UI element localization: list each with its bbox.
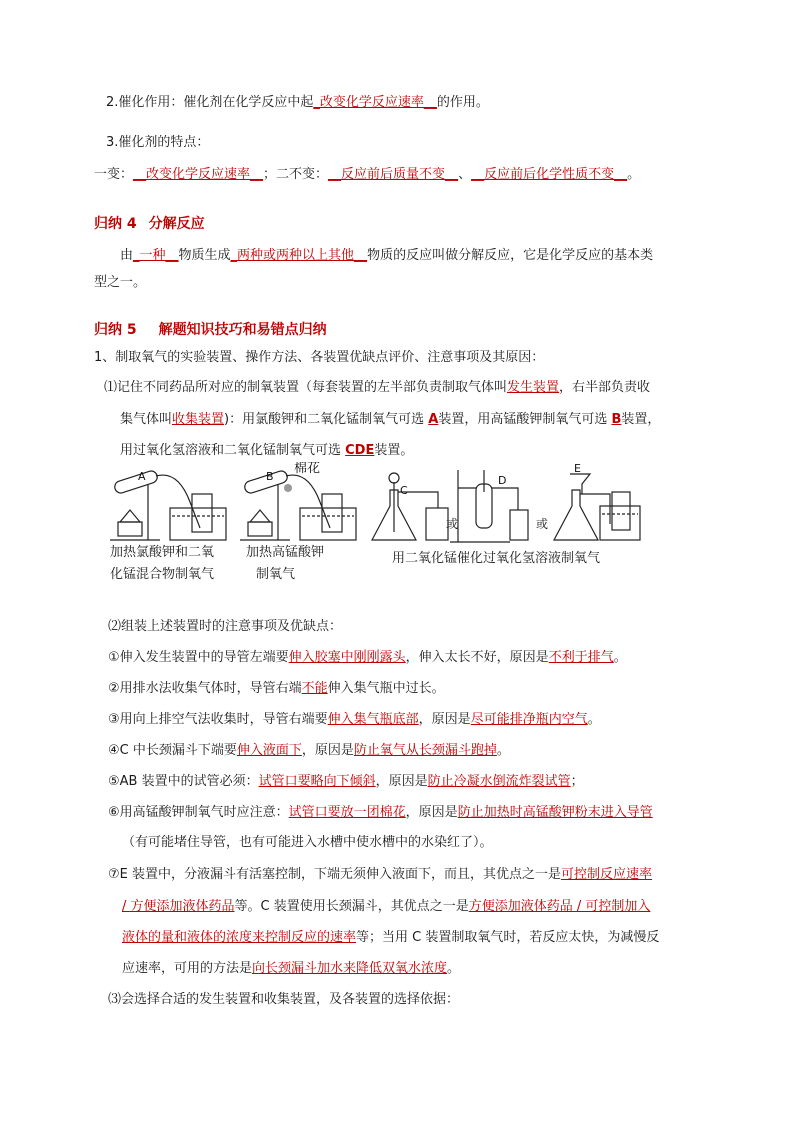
note-7-line-4 xyxy=(122,959,460,979)
decomposition-line-1 xyxy=(120,246,653,266)
catalyst-features-line xyxy=(94,165,640,185)
apparatus-b xyxy=(240,462,356,540)
answer: 伸入胶塞中刚刚露头 xyxy=(288,650,406,665)
section-heading-5 xyxy=(94,320,327,340)
text: 伸入集气瓶中过长。 xyxy=(327,681,445,696)
label-a: A xyxy=(138,470,146,483)
answer: 试管口要略向下倾斜 xyxy=(258,774,376,789)
answer: 不利于排气 xyxy=(548,650,614,665)
text: 。 xyxy=(627,167,641,182)
text: 物质生成 xyxy=(178,248,231,263)
text: 。 xyxy=(613,650,627,665)
note-3 xyxy=(108,710,601,730)
text: 装置， xyxy=(621,412,661,427)
note-1 xyxy=(108,648,627,668)
answer: 发生装置 xyxy=(507,380,560,395)
answer: __改变化学反应速率__ xyxy=(133,167,264,182)
caption-b-line-1: 加热高锰酸钾 xyxy=(246,545,325,560)
device-line-3 xyxy=(120,441,413,461)
answer: 收集装置 xyxy=(172,412,225,427)
label-or-2: 或 xyxy=(536,517,549,531)
answer: 向长颈漏斗加水来降低双氧水浓度 xyxy=(252,961,448,976)
text: ；二不变： xyxy=(263,167,329,182)
label-c: C xyxy=(400,484,408,497)
text: ，原因是 xyxy=(375,774,428,789)
note-6-line-2: （有可能堵住导管，也有可能进入水槽中使水槽中的水染红了）。 xyxy=(122,835,493,850)
caption-cde: 用二氧化锰催化过氧化氢溶液制氧气 xyxy=(392,551,601,566)
text: 由 xyxy=(120,248,134,263)
text: 、 xyxy=(458,167,472,182)
text: 应速率，可用的方法是 xyxy=(122,961,253,976)
answer: CDE xyxy=(345,443,375,458)
heading-title: 分解反应 xyxy=(148,216,205,232)
text: 等。C 装置使用长颈漏斗，其优点之一是 xyxy=(234,899,469,914)
text: ，原因是 xyxy=(418,712,471,727)
text: )：用氯酸钾和二氧化锰制氧气可选 xyxy=(224,412,429,427)
label-cotton: 棉花 xyxy=(294,462,321,476)
caption-a-line-2: 化锰混合物制氧气 xyxy=(110,567,215,582)
text: 装置。 xyxy=(374,443,414,458)
answer: 防止氧气从长颈漏斗跑掉 xyxy=(353,743,497,758)
text: 。 xyxy=(587,712,601,727)
text: 物质的反应叫做分解反应，它是化学反应的基本类 xyxy=(367,248,654,263)
answer: 液体的量和液体的浓度来控制反应的速率 xyxy=(122,930,357,945)
note-7-line-3 xyxy=(122,928,659,948)
text: ③用向上排空气法收集时，导管右端要 xyxy=(108,712,328,727)
note-7-line-2 xyxy=(122,897,650,917)
answer: 试管口要放一团棉花 xyxy=(288,805,406,820)
device-line-1 xyxy=(104,378,650,398)
text: ； xyxy=(570,774,584,789)
label-d: D xyxy=(498,474,507,487)
apparatus-a xyxy=(110,469,226,540)
heading-title: 解题知识技巧和易错点归纳 xyxy=(158,322,327,338)
text: 等；当用 C 装置制取氧气时，若反应太快，为减慢反 xyxy=(356,930,660,945)
answer: 防止加热时高锰酸钾粉末进入导管 xyxy=(457,805,653,820)
answer: A xyxy=(428,412,439,427)
text: 装置，用高锰酸钾制氧气可选 xyxy=(438,412,612,427)
apparatus-d xyxy=(450,470,528,542)
note-7-line-1 xyxy=(108,865,652,885)
answer: __反应前后化学性质不变__ xyxy=(471,167,628,182)
text: ①伸入发生装置中的导管左端要 xyxy=(108,650,289,665)
answer: 伸入液面下 xyxy=(236,743,302,758)
label-b: B xyxy=(266,470,274,483)
answer: _两种或两种以上其他__ xyxy=(230,248,368,263)
label-e: E xyxy=(574,462,581,475)
answer: 方便添加液体药品 / 可控制加入 xyxy=(468,899,651,914)
text: 用过氧化氢溶液和二氧化锰制氧气可选 xyxy=(120,443,346,458)
text: ⑦E 装置中，分液漏斗有活塞控制，下端无须伸入液面下，而且，其优点之一是 xyxy=(108,867,562,882)
oxygen-prep-intro: 1、制取氧气的实验装置、操作方法、各装置优缺点评价、注意事项及其原因： xyxy=(94,350,545,365)
answer: __反应前后质量不变__ xyxy=(328,167,459,182)
answer: 伸入集气瓶底部 xyxy=(327,712,419,727)
text: ④C 中长颈漏斗下端要 xyxy=(108,743,237,758)
device-line-2 xyxy=(120,410,660,430)
heading-number: 归纳 5 xyxy=(94,322,137,338)
caption-b-line-2: 制氧气 xyxy=(256,567,296,582)
catalyst-features-title: 3.催化剂的特点： xyxy=(106,135,210,150)
heading-number: 归纳 4 xyxy=(94,216,137,232)
text: 一变： xyxy=(94,167,134,182)
answer: 不能 xyxy=(301,681,328,696)
answer: 防止冷凝水倒流炸裂试管 xyxy=(427,774,571,789)
answer: / 方便添加液体药品 xyxy=(122,899,235,914)
text: 集气体叫 xyxy=(120,412,173,427)
selection-basis-title: ⑶会选择合适的发生装置和收集装置，及各装置的选择依据： xyxy=(108,992,460,1007)
text: ，右半部负责收 xyxy=(559,380,651,395)
assembly-notes-title: ⑵组装上述装置时的注意事项及优缺点： xyxy=(108,619,343,634)
text: 。 xyxy=(447,961,461,976)
apparatus-e xyxy=(554,462,640,540)
answer: 可控制反应速率 xyxy=(561,867,653,882)
text: ，原因是 xyxy=(405,805,458,820)
label-or-1: 或 xyxy=(446,517,459,531)
text: 2.催化作用：催化剂在化学反应中起 xyxy=(106,95,314,110)
text: 的作用。 xyxy=(436,95,489,110)
apparatus-c xyxy=(372,473,448,540)
text: ⑥用高锰酸钾制氧气时应注意： xyxy=(108,805,289,820)
decomposition-line-2: 型之一。 xyxy=(94,275,147,290)
note-6 xyxy=(108,803,653,823)
answer: _一种__ xyxy=(133,248,179,263)
text: ②用排水法收集气体时，导管右端 xyxy=(108,681,302,696)
text: ⑤AB 装置中的试管必须： xyxy=(108,774,259,789)
answer: 尽可能排净瓶内空气 xyxy=(470,712,588,727)
catalysis-effect-line xyxy=(106,93,489,113)
caption-a-line-1: 加热氯酸钾和二氧 xyxy=(110,545,215,560)
note-4 xyxy=(108,741,510,761)
section-heading-4 xyxy=(94,214,205,234)
text: ⑴记住不同药品所对应的制氧装置（每套装置的左半部负责制取气体叫 xyxy=(104,380,508,395)
text: ，伸入太长不好，原因是 xyxy=(405,650,549,665)
text: 。 xyxy=(496,743,510,758)
answer: _改变化学反应速率__ xyxy=(313,95,437,110)
note-2 xyxy=(108,679,445,699)
note-5 xyxy=(108,772,584,792)
answer: B xyxy=(611,412,622,427)
text: ，原因是 xyxy=(301,743,354,758)
